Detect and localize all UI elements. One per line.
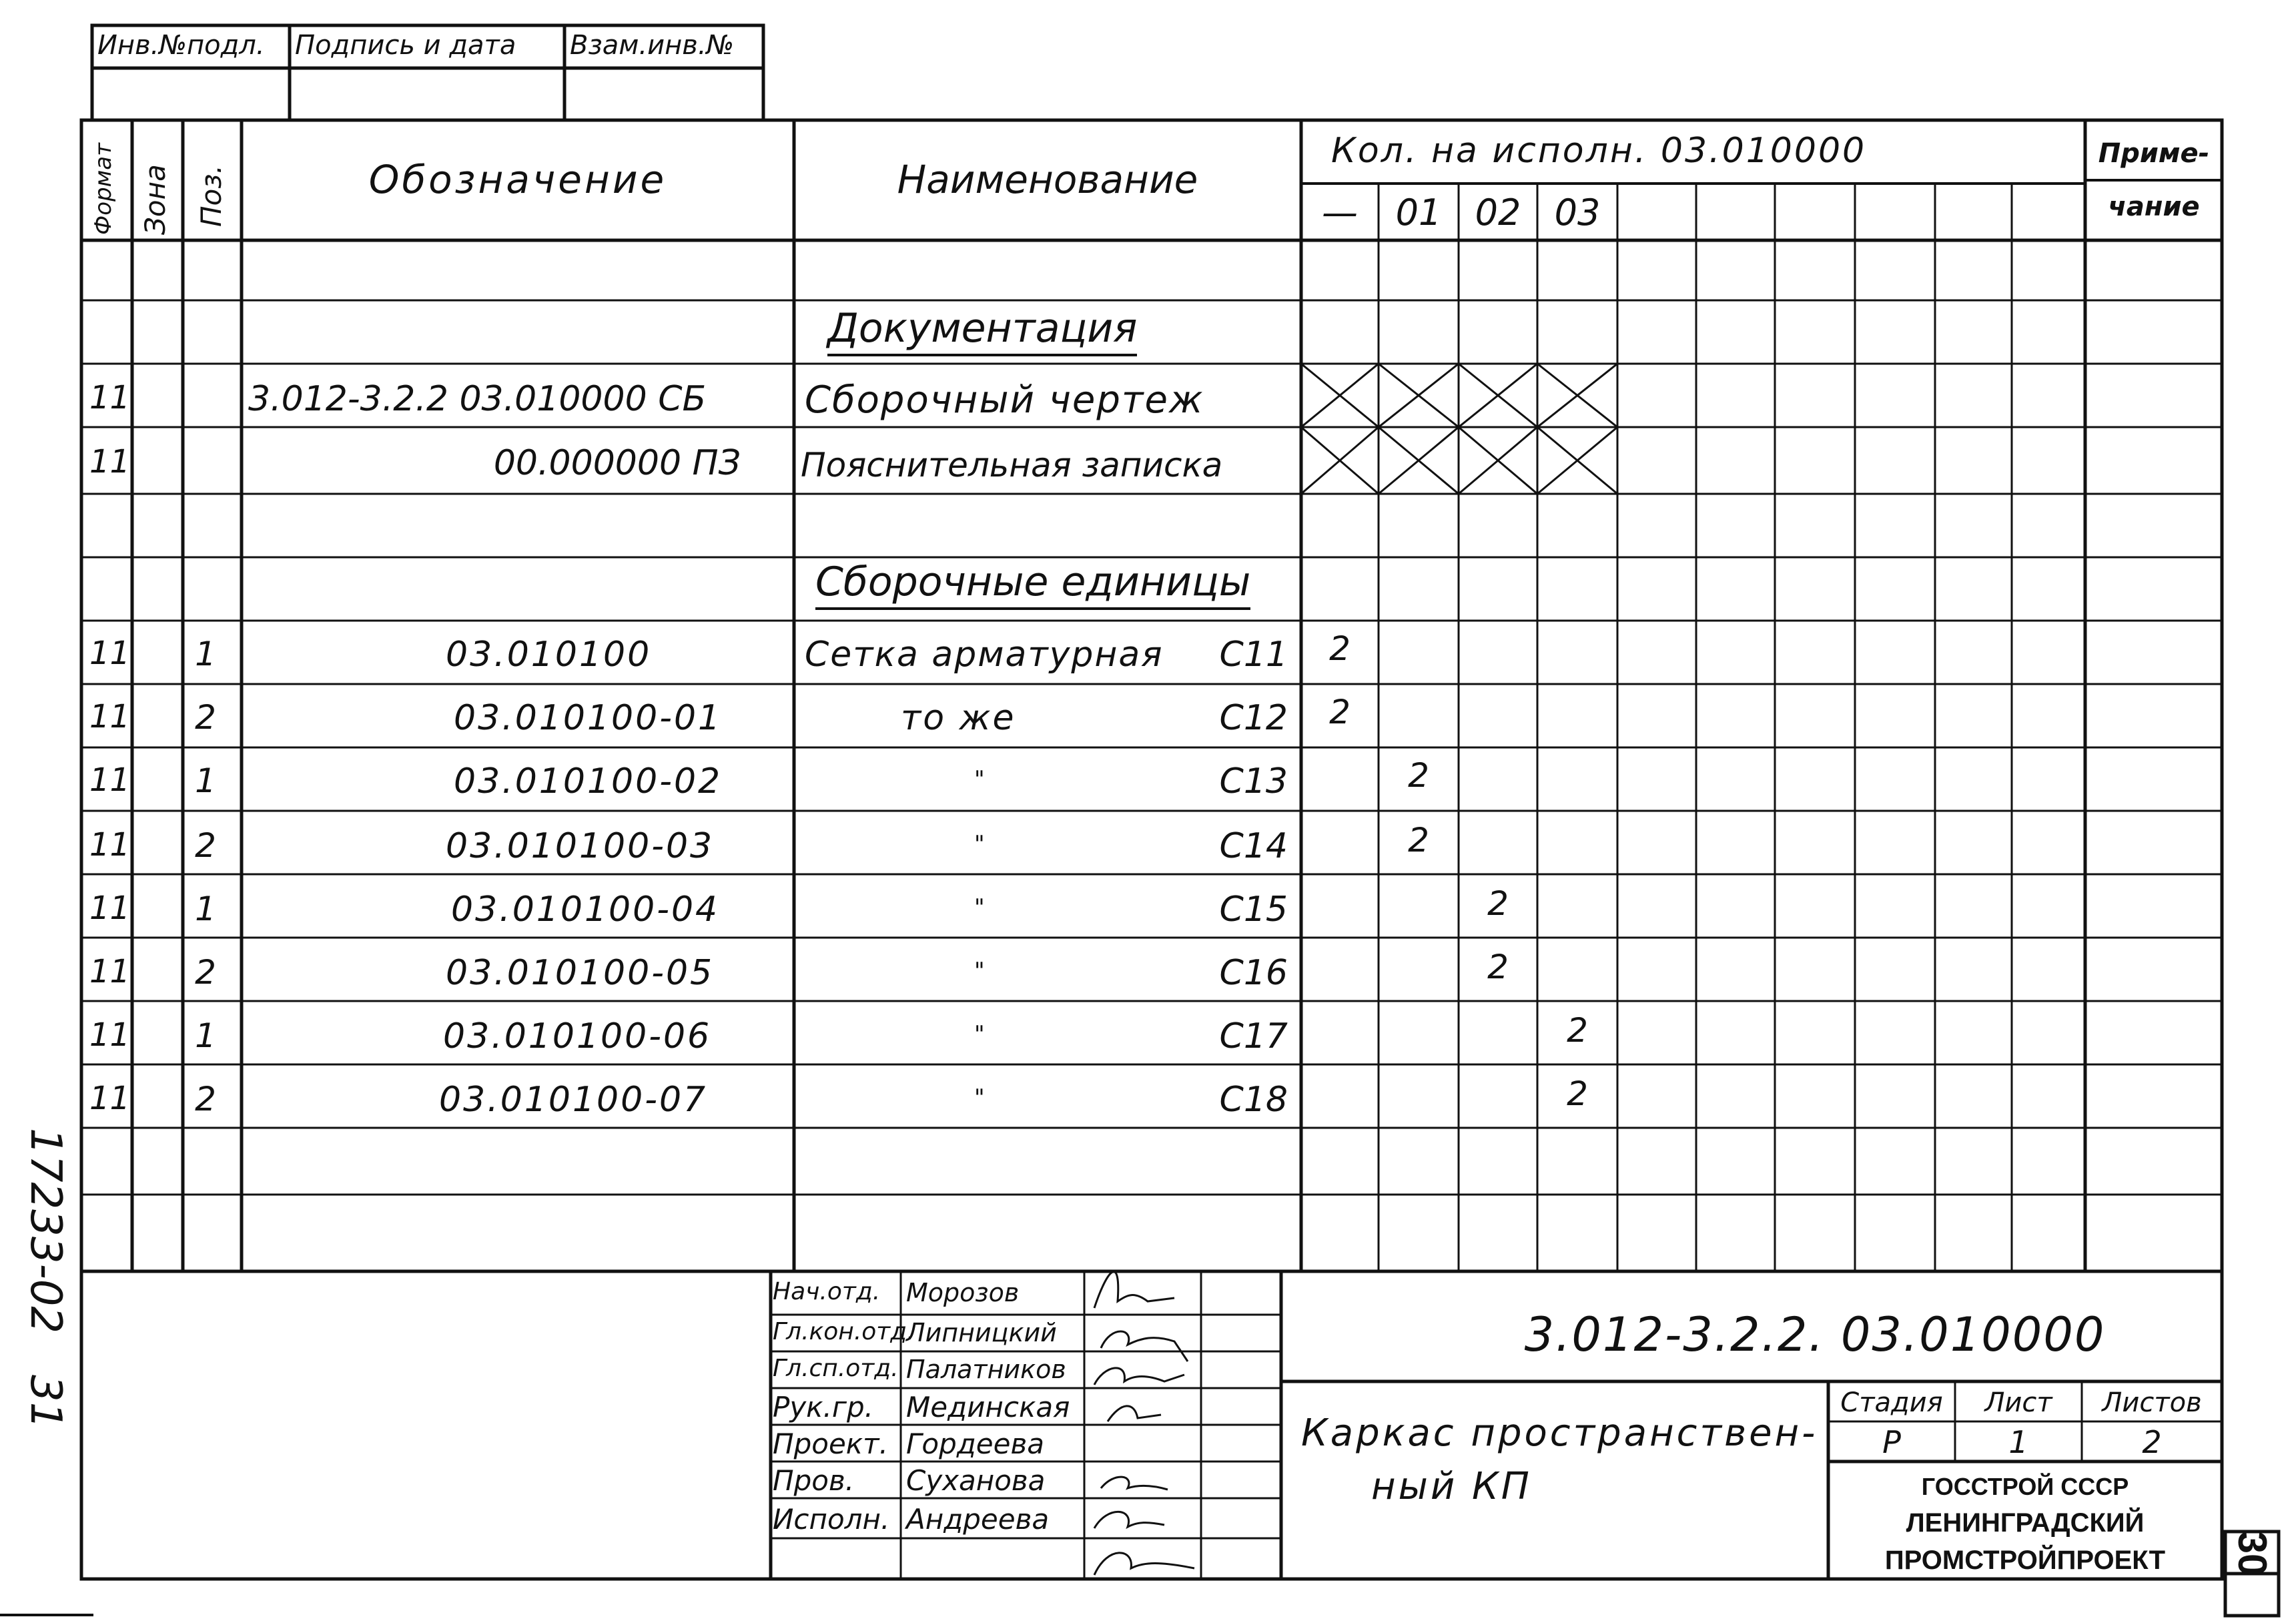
row-designation: 03.010100 — [446, 635, 652, 675]
row-name: " — [974, 894, 985, 921]
sheet-label: Лист — [1984, 1387, 2052, 1418]
row-format: 11 — [89, 761, 131, 799]
row-position: 2 — [195, 826, 216, 865]
row-quantity: 2 — [1567, 1074, 1588, 1113]
qty-col-base: — — [1322, 192, 1358, 234]
header-format: Формат — [90, 143, 117, 235]
title-line1: Каркас пространствен- — [1301, 1411, 1818, 1455]
qty-col-02: 02 — [1475, 192, 1521, 234]
row-format: 11 — [89, 1016, 131, 1054]
row-format: 11 — [89, 635, 131, 672]
row-position: 1 — [195, 761, 216, 800]
row-designation: 03.010100-02 — [454, 761, 723, 801]
row-format: 11 — [89, 826, 131, 864]
row-mark: С15 — [1219, 890, 1288, 930]
signature-name: Палатников — [906, 1355, 1066, 1384]
row-format: 11 — [89, 890, 131, 927]
stamp-signature-label: Подпись и дата — [295, 30, 516, 61]
qty-col-01: 01 — [1395, 192, 1442, 234]
row-name: то же — [901, 698, 1016, 738]
qty-col-03: 03 — [1554, 192, 1601, 234]
signature-name: Мединская — [906, 1391, 1070, 1423]
row-quantity: 2 — [1487, 884, 1509, 923]
section-documentation: Документация — [827, 308, 1137, 356]
row-name: " — [974, 1021, 985, 1048]
archive-number: 17233-02 — [21, 1128, 70, 1334]
row-position: 2 — [195, 698, 216, 737]
header-position: Поз. — [195, 165, 228, 227]
header-qty-title: Кол. на исполн. 03.010000 — [1331, 131, 1867, 171]
stage-label: Стадия — [1840, 1387, 1943, 1418]
row-name: " — [974, 1084, 985, 1111]
sheets-value: 2 — [2142, 1424, 2162, 1460]
row-name: " — [974, 958, 985, 984]
row-quantity: 2 — [1567, 1011, 1588, 1050]
row-quantity: 2 — [1329, 693, 1351, 731]
signature-name: Липницкий — [906, 1318, 1057, 1347]
row-position: 1 — [195, 635, 216, 673]
row-designation: 03.010100-03 — [446, 826, 715, 866]
row-format: 11 — [89, 1080, 131, 1117]
sheets-label: Листов — [2102, 1387, 2202, 1418]
row-mark: С14 — [1219, 826, 1288, 866]
row-format: 11 — [89, 379, 131, 416]
row-mark: С13 — [1219, 761, 1288, 801]
row-designation: 03.010100-07 — [439, 1080, 708, 1120]
org-line2: ЛЕНИНГРАДСКИЙ — [1906, 1508, 2145, 1538]
document-code: 3.012-3.2.2. 03.010000 — [1524, 1307, 2106, 1362]
header-name: Наименование — [897, 157, 1198, 202]
row-designation: 03.010100-05 — [446, 953, 715, 993]
row-position: 1 — [195, 1016, 216, 1055]
row-mark: С17 — [1219, 1016, 1288, 1056]
row-mark: С16 — [1219, 953, 1288, 993]
signature-role: Рук.гр. — [773, 1391, 873, 1423]
sheet-value: 1 — [2008, 1424, 2028, 1460]
header-zone: Зона — [139, 164, 171, 235]
row-position: 2 — [195, 953, 216, 992]
row-position: 1 — [195, 890, 216, 928]
row-name: Сборочный чертеж — [805, 378, 1204, 422]
stamp-inventory-label: Инв.№подл. — [97, 30, 265, 61]
section-assembly-units: Сборочные единицы — [815, 562, 1250, 610]
corner-stamp-number: 30 — [2230, 1531, 2275, 1576]
row-position: 2 — [195, 1080, 216, 1118]
title-line2: ный КП — [1371, 1465, 1532, 1508]
signature-name: Морозов — [906, 1278, 1020, 1307]
row-name: Пояснительная записка — [801, 446, 1223, 484]
row-designation: 3.012-3.2.2 03.010000 СБ — [248, 379, 707, 419]
row-designation: 03.010100-04 — [451, 890, 720, 930]
signature-role: Пров. — [773, 1464, 855, 1497]
row-quantity: 2 — [1487, 948, 1509, 986]
signature-role: Нач.отд. — [773, 1278, 881, 1305]
org-line3: ПРОМСТРОЙПРОЕКТ — [1884, 1546, 2166, 1575]
row-designation: 03.010100-01 — [454, 698, 723, 738]
margin-page-number: 31 — [21, 1375, 70, 1429]
row-quantity: 2 — [1408, 821, 1429, 860]
header-note-line2: чание — [2108, 192, 2200, 222]
signature-role: Гл.сп.отд. — [773, 1355, 899, 1382]
row-name: Сетка арматурная — [805, 635, 1164, 675]
row-mark: С12 — [1219, 698, 1288, 738]
row-format: 11 — [89, 443, 131, 480]
row-quantity: 2 — [1408, 756, 1429, 795]
row-format: 11 — [89, 698, 131, 735]
row-name: " — [974, 766, 985, 793]
row-designation: 00.000000 ПЗ — [493, 443, 741, 483]
org-line1: ГОССТРОЙ СССР — [1921, 1473, 2129, 1500]
signature-role: Проект. — [773, 1427, 888, 1460]
signature-role: Гл.кон.отд. — [773, 1318, 915, 1345]
header-note-line1: Приме- — [2098, 138, 2210, 169]
row-quantity: 2 — [1329, 629, 1351, 668]
signature-scribbles — [1094, 1272, 1194, 1575]
row-name: " — [974, 831, 985, 858]
row-mark: С18 — [1219, 1080, 1288, 1120]
header-designation: Обозначение — [368, 157, 667, 202]
row-designation: 03.010100-06 — [443, 1016, 712, 1056]
signature-name: Гордеева — [906, 1427, 1044, 1460]
signature-name: Суханова — [906, 1464, 1046, 1497]
signature-role: Исполн. — [773, 1503, 890, 1536]
stamp-replacement-label: Взам.инв.№ — [570, 30, 735, 61]
stage-value: Р — [1882, 1424, 1901, 1460]
signature-name: Андреева — [906, 1503, 1050, 1536]
row-mark: С11 — [1219, 635, 1288, 675]
row-format: 11 — [89, 953, 131, 990]
